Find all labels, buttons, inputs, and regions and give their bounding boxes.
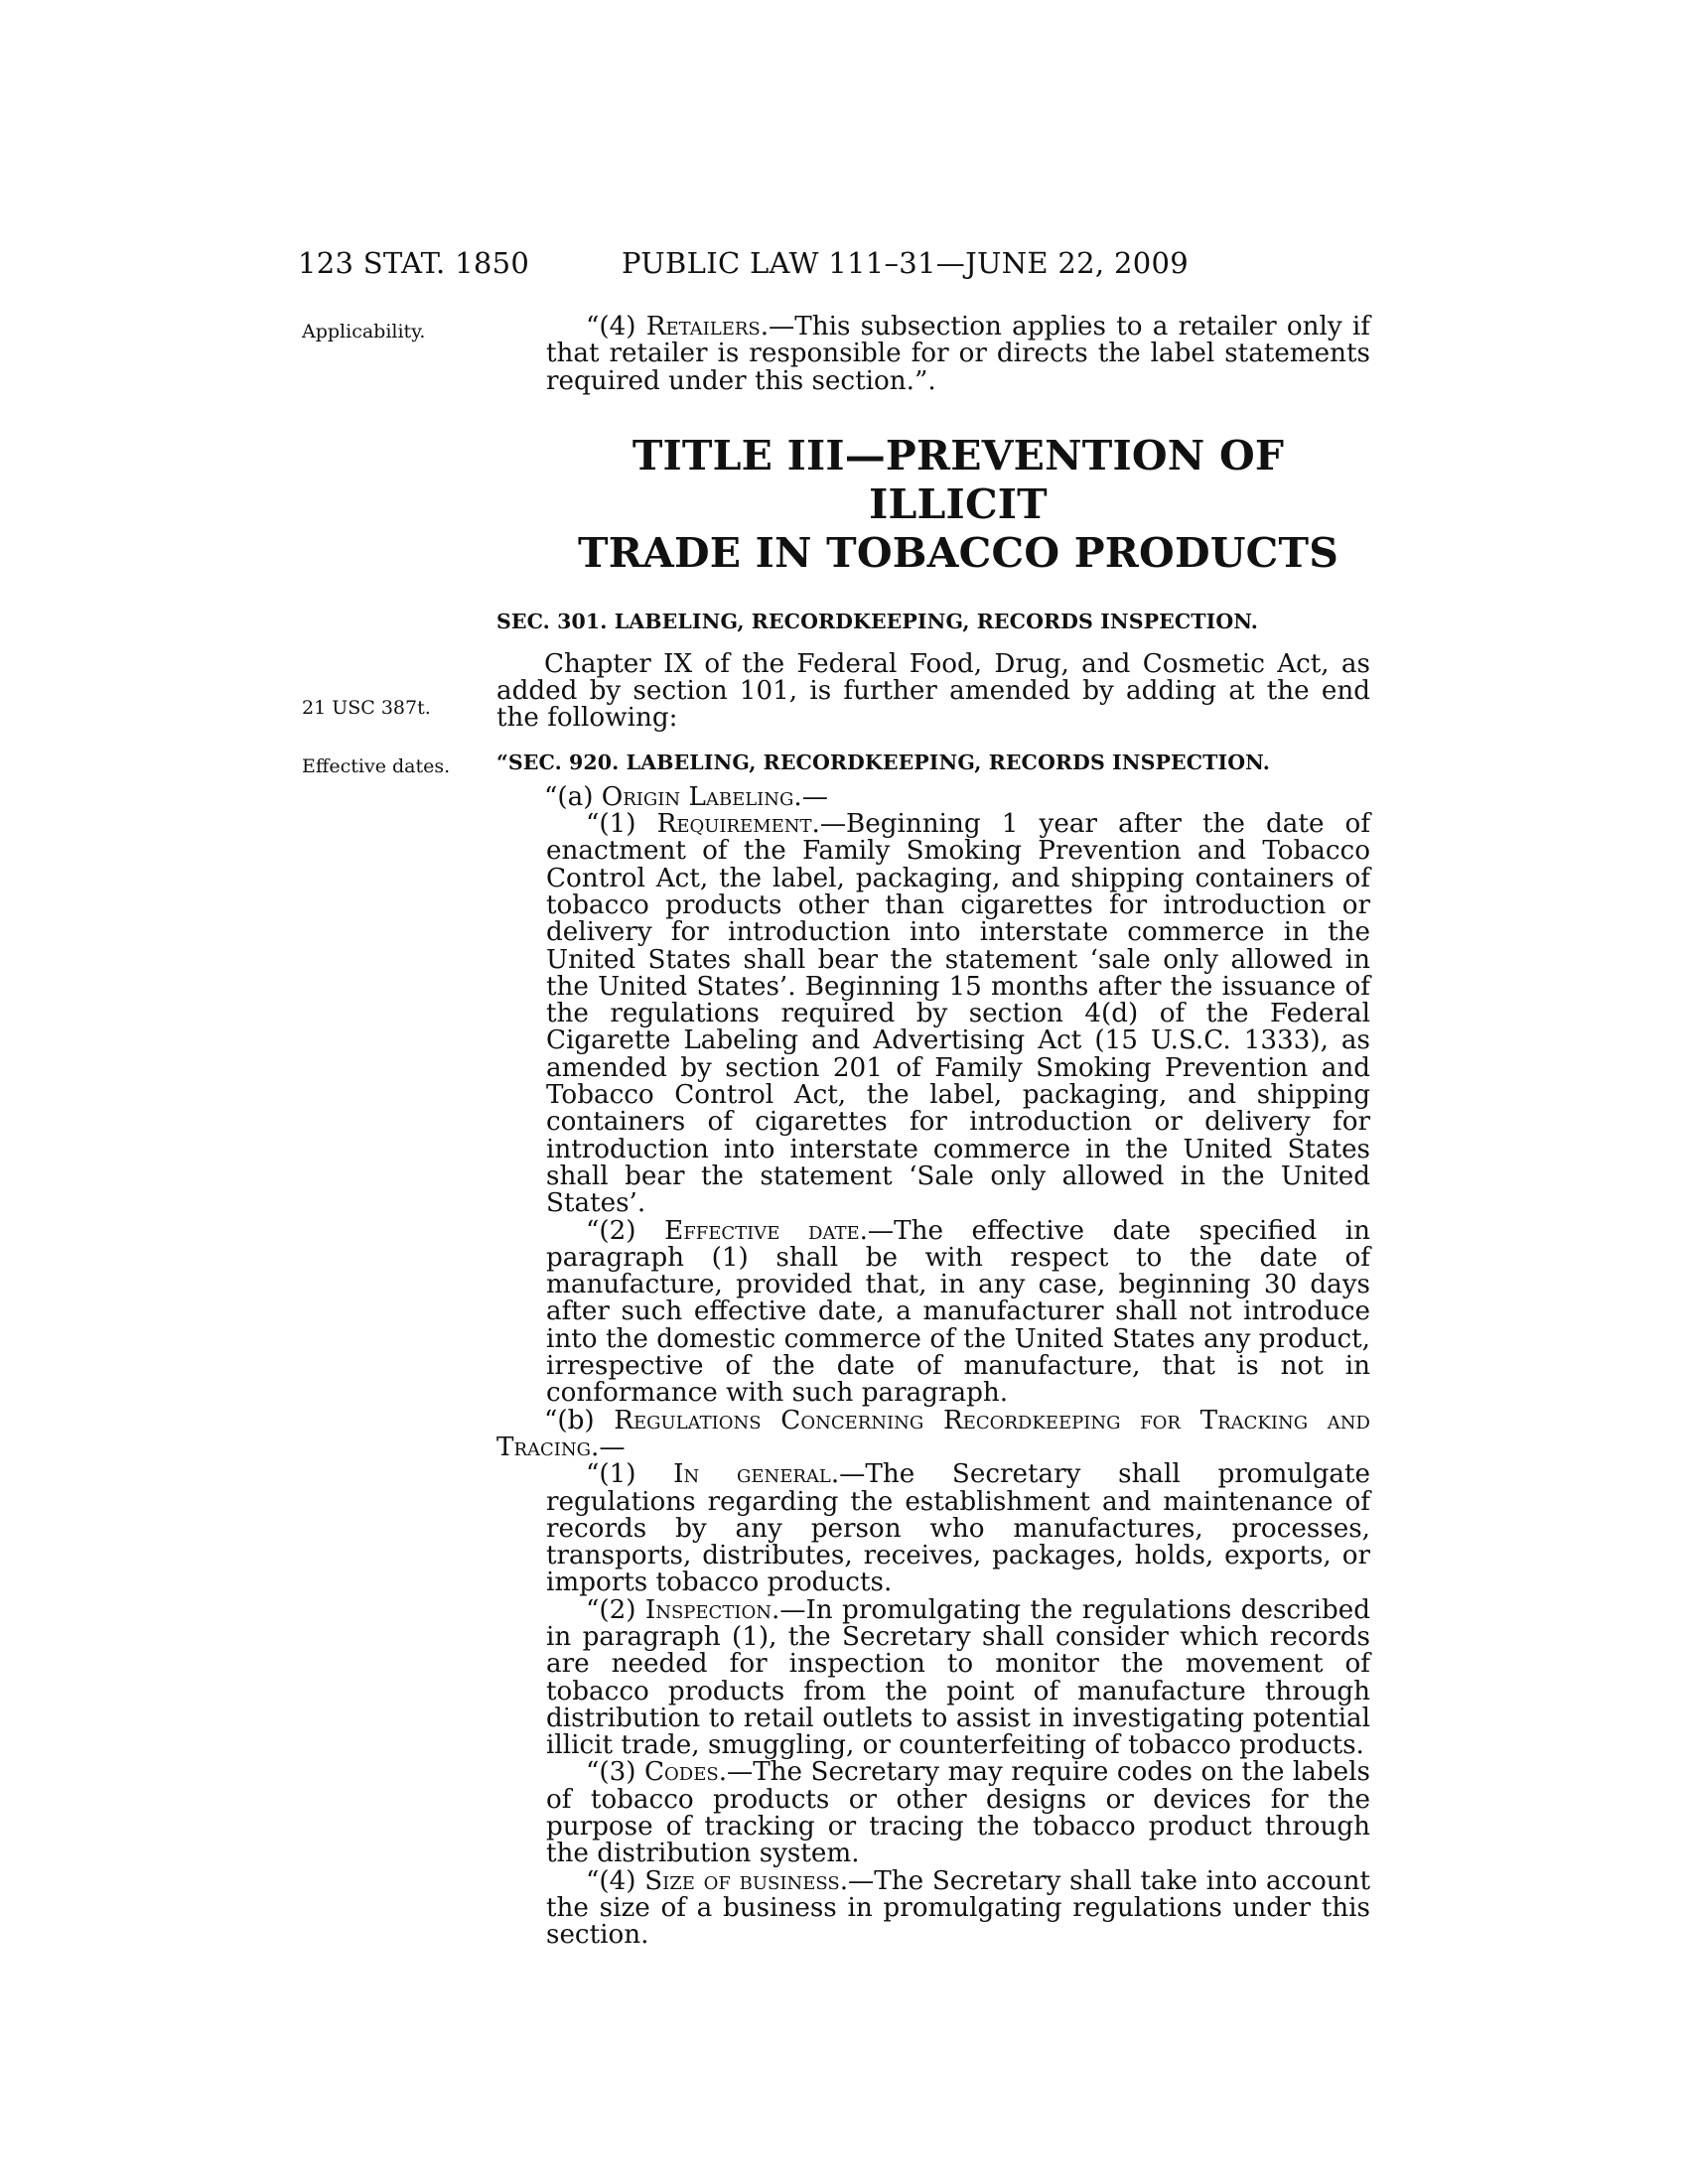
subsection-a-title: Origin Labeling (601, 781, 794, 812)
title-line-2: TRADE IN TOBACCO PRODUCTS (577, 528, 1339, 577)
paragraph-b-1-text: .—The Secretary shall promulgate regulations regarding the establishment and maintenance of records by any person who manufactures, processes, transports, distributes, receives, packages, holds, exports, or imports tobacco products. (546, 1459, 1370, 1598)
paragraph-b-1-heading: In general (673, 1459, 831, 1490)
paragraph-b-2 (546, 1594, 1370, 1761)
paragraph-a-1-text: .—Beginning 1 year after the date of enactment of the Family Smoking Prevention and Tobacco Control Act, the label, packaging, and shipping containers of tobacco products other than cigarettes for introduction or delivery for introduction into interstate commerce in the United States shall bear the statement ‘sale only allowed in the United States’. Beginning 15 months after the issuance of the regulations required by section 4(d) of the Federal Cigarette Labeling and Advertising Act (15 U.S.C. 1333), as amended by section 201 of Family Smoking Prevention and Tobacco Control Act, the label, packaging, and shipping containers of cigarettes for introduction or delivery for introduction into interstate commerce in the United States shall bear the statement ‘Sale only allowed in the United States’. (546, 809, 1371, 1219)
margin-note-effective-dates: Effective dates. (302, 755, 451, 777)
paragraph-a-1-number: “(1) (586, 809, 657, 840)
paragraph-a-2-text: .—The effective date specified in paragraph (1) shall be with respect to the date of manufacture, provided that, in any case, beginning 30 days after such effective date, a manufacturer shall not introduce into the domestic commerce of the United States any product, irrespective of the date of manufacture, that is not in conformance with such paragraph. (546, 1215, 1370, 1409)
paragraph-b-1 (546, 1461, 1370, 1596)
subsection-a-heading (496, 781, 1370, 812)
subsection-b-dash: .— (591, 1432, 626, 1462)
margin-note-applicability: Applicability. (302, 321, 426, 342)
paragraph-b-4-text: .—The Secretary shall take into account the size of a business in promulgating regulations under this section. (546, 1865, 1371, 1951)
subsection-b-number: “(b) (544, 1405, 615, 1435)
sec-301-heading: SEC. 301. LABELING, RECORDKEEPING, RECORDS INSPECTION. (496, 609, 1259, 633)
paragraph-b-2-heading: Inspection (644, 1594, 772, 1625)
page-body (496, 314, 1370, 1950)
retailers-number: “(4) (586, 312, 646, 341)
law-title-header: PUBLIC LAW 111–31—JUNE 22, 2009 (622, 246, 1189, 280)
paragraph-b-2-text: .—In promulgating the regulations described in paragraph (1), the Secretary shall consider which records are needed for inspection to monitor the movement of tobacco products from the point of manufacture through distribution to retail outlets to assist in investigating potential illicit trade, smuggling, or counterfeiting of tobacco products. (546, 1594, 1370, 1761)
paragraph-a-2-number: “(2) (586, 1215, 665, 1246)
subsection-b-heading (496, 1405, 1370, 1462)
paragraph-b-4 (546, 1865, 1371, 1951)
sec-920-heading: “SEC. 920. LABELING, RECORDKEEPING, RECORDS INSPECTION. (496, 750, 1270, 774)
subsection-a-paragraphs (496, 811, 1370, 1408)
paragraph-b-1-number: “(1) (586, 1459, 674, 1490)
paragraph-b-3-heading: Codes (643, 1757, 719, 1788)
margin-note-usc: 21 USC 387t. (302, 697, 431, 719)
paragraph-b-4-number: “(4) (586, 1865, 645, 1896)
paragraph-a-1 (546, 811, 1370, 1217)
paragraph-b-2-number: “(2) (586, 1594, 645, 1625)
subsection-a-dash: .— (793, 781, 828, 812)
retailers-text: .—This subsection applies to a retailer only if that retailer is responsible for or directs the label statements required under this section.”. (546, 312, 1371, 396)
subsection-b-paragraphs (496, 1461, 1370, 1949)
paragraph-b-3 (546, 1759, 1370, 1867)
paragraph-a-1-heading: Requirement (656, 809, 812, 840)
retailers-paragraph (496, 314, 1370, 395)
paragraph-a-2-heading: Effective date (664, 1215, 860, 1246)
title-heading (546, 432, 1370, 578)
paragraph-b-3-text: .—The Secretary may require codes on the labels of tobacco products or other designs or devices for the purpose of tracking or tracing the tobacco product through the distribution system. (546, 1757, 1370, 1869)
paragraph-b-3-number: “(3) (586, 1757, 644, 1788)
paragraph-a-2 (546, 1215, 1370, 1409)
subsection-a-number: “(a) (544, 781, 602, 812)
subsection-b-title: Regulations Concerning Recordkeeping for Tracking and Tracing (496, 1405, 1370, 1462)
retailers-heading: Retailers (645, 312, 761, 341)
title-line-1: TITLE III—PREVENTION OF ILLICIT (632, 431, 1285, 528)
paragraph-b-4-heading: Size of business (644, 1865, 840, 1896)
sec-301-text: Chapter IX of the Federal Food, Drug, and Cosmetic Act, as added by section 101, is further amended by adding at the end the following: (496, 648, 1370, 734)
stat-reference: 123 STAT. 1850 (298, 246, 530, 280)
